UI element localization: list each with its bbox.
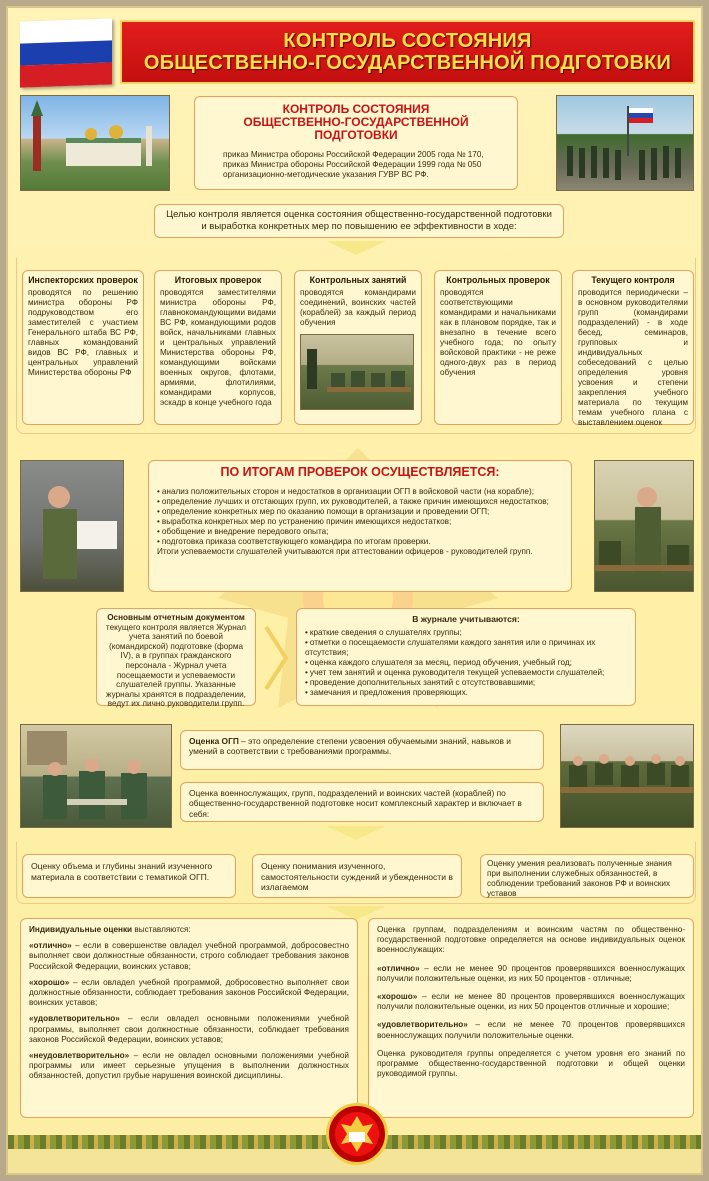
column-text: проводятся командирами соединений, воинских частей (кораблей) за каждый период обучения xyxy=(300,288,416,327)
grade-text: – если не менее 70 процентов проверявшихся военнослужащих получили положительные оценки. xyxy=(377,1020,685,1040)
group-footer: Оценка руководителя группы определяется с учетом уровня его знаний по программе общественно-государственной подготовки и общей оценки руководимой группы. xyxy=(377,1048,685,1079)
column-text: проводится периодически – в основном руководителями групп (командирами подразделений) - в ходе бесед, семинаров, групповых и индивидуальных собеседований с целью определения уровня усвоения и степени закрепления учебного материала по текущим темам учебного плана с выставлением оценок xyxy=(578,288,688,427)
journal-title: В журнале учитываются: xyxy=(412,614,520,624)
results-title: ПО ИТОГАМ ПРОВЕРОК ОСУЩЕСТВЛЯЕТСЯ: xyxy=(220,465,500,479)
title-line-1: КОНТРОЛЬ СОСТОЯНИЯ xyxy=(283,30,532,52)
goal-text: Целью контроля является оценка состояния общественно-государственной подготовки и выработка конкретных мер по повышению ее эффективности в ходе: xyxy=(166,209,552,232)
journal-list xyxy=(305,628,627,698)
individual-grades-box xyxy=(20,918,358,1118)
results-item: • определение конкретных мер по оказанию помощи в организации и проведении ОГП; xyxy=(157,507,563,517)
kremlin-photo xyxy=(20,95,170,191)
column-current xyxy=(572,270,694,425)
officer-photo xyxy=(20,460,124,592)
group-intro: Оценка группам, подразделениям и воинским частям по общественно-государственной подготовке определяется на основе индивидуальных оценок военнослужащих: xyxy=(377,925,685,955)
grade-text: – если не менее 80 процентов проверявшихся военнослужащих получили положительные оценки, из них 50 процентов отличные и хорошие; xyxy=(377,992,685,1012)
grade-name: «хорошо» xyxy=(29,977,70,987)
criterion-knowledge xyxy=(22,854,236,898)
column-text: проводятся по решению министра обороны РФ подруководством его заместителей с участием Генерального штаба ВС РФ, главных командований видов ВС РФ, главных и центральных управлений Министерства обороны РФ xyxy=(28,288,138,377)
individual-head-bold: Индивидуальные оценки xyxy=(29,925,133,934)
column-inspection xyxy=(22,270,144,425)
journal-item: • оценка каждого слушателя за месяц, период обучения, учебный год; xyxy=(305,658,627,668)
column-control-lessons xyxy=(294,270,422,425)
arrow-down-icon xyxy=(326,241,386,255)
group-grades-box xyxy=(368,918,694,1118)
order-line-1: приказ Министра обороны Российской Федерации 2005 года № 170, xyxy=(223,150,484,159)
results-item: • подготовка приказа соответствующего командира по итогам проверки. xyxy=(157,537,563,547)
grade-text: – если овладел основными положениями учебной программы, выполняет свои должностные обязанности, соблюдает требования законов Российской Федерации, воинских уставов; xyxy=(29,1014,349,1044)
results-list xyxy=(157,487,563,547)
grade-name: «отлично» xyxy=(29,941,72,951)
russian-flag-icon xyxy=(20,18,112,87)
goal-box xyxy=(154,204,564,238)
column-head: Инспекторских проверок xyxy=(28,275,138,285)
results-footer: Итоги успеваемости слушателей учитываются при аттестовании офицеров - руководителей групп. xyxy=(157,547,533,556)
officers-meeting-photo xyxy=(20,724,172,828)
students-photo-1 xyxy=(594,460,694,592)
results-item: • обобщение и внедрение передового опыта; xyxy=(157,527,563,537)
order-line-3: организационно-методические указания ГУВР ВС РФ. xyxy=(223,170,429,179)
journal-box xyxy=(296,608,636,706)
title-line-2: ОБЩЕСТВЕННО-ГОСУДАРСТВЕННОЙ ПОДГОТОВКИ xyxy=(143,52,672,74)
report-doc-box xyxy=(96,608,256,709)
column-head: Текущего контроля xyxy=(591,275,675,285)
complex-text: Оценка военнослужащих, групп, подразделений и воинских частей (кораблей) по общественно-государственной подготовке носит комплексный характер и включает в себя: xyxy=(189,788,522,819)
column-text: проводятся заместителями министра обороны РФ, главнокомандующими видами ВС РФ, командующими родов войск, начальниками главных и центральных управлений Министерства обороны РФ, командующими войсками военных округов, флотами, армиями, флотилиями, командирами корпусов, эскадр в конце учебного года xyxy=(160,288,276,407)
criterion-understanding xyxy=(252,854,462,898)
grade-text: – если не менее 90 процентов проверявшихся военнослужащих получили положительные оценки, из них 50 процентов - отличные; xyxy=(377,963,685,983)
classroom-photo xyxy=(300,334,414,410)
criterion-text: Оценку понимания изученного, самостоятельности суждений и убежденности в излагаемом xyxy=(261,861,453,892)
individual-head-rest: выставляются: xyxy=(132,925,191,934)
column-final xyxy=(154,270,282,425)
journal-item: • проведение дополнительных занятий с отсутствовавшими; xyxy=(305,678,627,688)
ogp-definition-box xyxy=(180,730,544,770)
results-item: • анализ положительных сторон и недостатков в организации ОГП в войсковой части (на корабле); xyxy=(157,487,563,497)
arrow-down-icon xyxy=(326,826,386,840)
complex-box xyxy=(180,782,544,822)
grade-name: «хорошо» xyxy=(377,992,418,1002)
intro-box xyxy=(194,96,518,190)
grade-text: – если в совершенстве овладел учебной программой, добросовестно выполняет свои должностные обязанности, строго соблюдает требования законов Российской Федерации, воинских уставов; xyxy=(29,941,349,971)
page-title xyxy=(120,20,695,84)
grade-name: «неудовлетворительно» xyxy=(29,1051,130,1061)
order-line-2: приказ Министра обороны Российской Федерации 1999 года № 050 xyxy=(223,160,482,169)
ogp-definition-text: – это определение степени усвоения обучаемыми знаний, навыков и умений в соответствии с требованиями программы. xyxy=(189,736,511,757)
intro-title-line-1: КОНТРОЛЬ СОСТОЯНИЯ xyxy=(282,102,430,116)
column-head: Контрольных проверок xyxy=(446,275,550,285)
column-text: проводятся соответствующими командирами и начальниками как в плановом порядке, так и внезапно в течение всего учебного года; по опыту войсковой практики - не реже одного-двух раз в период обучения xyxy=(440,288,556,377)
chevron-right-icon xyxy=(262,623,292,693)
results-item: • выработка конкретных мер по устранению причин имеющихся недостатков; xyxy=(157,517,563,527)
report-doc-text: текущего контроля является Журнал учета занятий по боевой (командирской) подготовке (форма IV), а в группах гражданского персонала - Журнал учета посещаемости и успеваемости слушателей группы. Указанные журналы хранятся в подразделении, ведут их лично руководители групп. xyxy=(105,622,247,709)
students-photo-2 xyxy=(560,724,694,828)
journal-item: • учет тем занятий и оценка руководителя текущей успеваемости слушателей; xyxy=(305,668,627,678)
poster xyxy=(6,6,703,1175)
intro-title-line-2: ОБЩЕСТВЕННО-ГОСУДАРСТВЕННОЙ ПОДГОТОВКИ xyxy=(243,115,469,142)
journal-item: • замечания и предложения проверяющих. xyxy=(305,688,627,698)
journal-item: • отметки о посещаемости слушателями каждого занятия или о причинах их отсутствия; xyxy=(305,638,627,658)
grade-name: «удовлетворительно» xyxy=(377,1020,468,1030)
criterion-text: Оценку объема и глубины знаний изученного материала в соответствии с тематикой ОГП. xyxy=(31,861,213,882)
report-doc-bold: Основным отчетным документом xyxy=(107,613,245,622)
grade-text: – если овладел учебной программой, добросовестно выполняет свои должностные обязанности, соблюдает требования законов Российской Федерации, воинских уставов; xyxy=(29,977,349,1008)
results-item: • определение лучших и отстающих групп, их руководителей, а также причин имеющихся недостатков; xyxy=(157,497,563,507)
journal-item: • краткие сведения о слушателях группы; xyxy=(305,628,627,638)
parade-photo xyxy=(556,95,694,191)
criterion-application xyxy=(480,854,694,898)
ogp-definition-bold: Оценка ОГП xyxy=(189,736,239,746)
grade-text: – если не овладел основными положениями учебной программы или имеет серьезные упущения в выполнении должностных обязанностей, допустил грубые нарушения воинской дисциплины. xyxy=(29,1051,349,1081)
medal-icon xyxy=(326,1103,388,1165)
column-head: Контрольных занятий xyxy=(309,275,407,285)
results-box xyxy=(148,460,572,592)
column-control-checks xyxy=(434,270,562,425)
grade-name: «отлично» xyxy=(377,963,420,973)
grade-name: «удовлетворительно» xyxy=(29,1014,120,1024)
column-head: Итоговых проверок xyxy=(174,275,262,285)
criterion-text: Оценку умения реализовать полученные знания при выполнении служебных обязанностей, в соблюдении требований законов РФ и воинских уставов xyxy=(487,859,672,898)
